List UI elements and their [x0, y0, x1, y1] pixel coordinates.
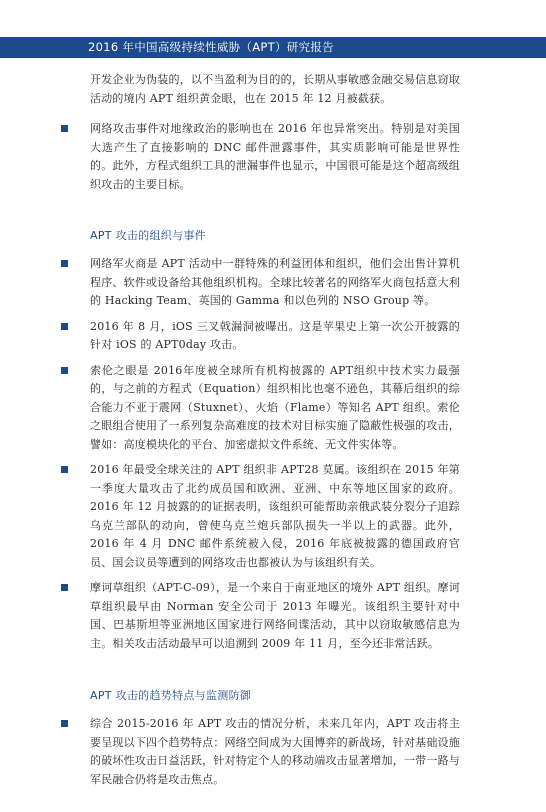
- page-body: [90, 71, 460, 789]
- square-bullet-icon: [61, 125, 68, 132]
- list-item-text: 索伦之眼是 2016年度被全球所有机构披露的 APT组织中技术实力最强的，与之前的方程式（Equation）组织相比也毫不逊色，其幕后组织的综合能力不亚于震网（Stuxnet）、火焰（Flame）等知名 APT 组织。索伦之眼组合使用了一系列复杂高难度的技术对目标实施了隐蔽性极强的攻击，譬如：高度模块化的平台、加密虚拟文件系统、无文件实体等。: [90, 363, 460, 451]
- square-bullet-icon: [61, 367, 68, 374]
- square-bullet-icon: [61, 466, 68, 473]
- list-item: [90, 715, 460, 789]
- list-item-text: 综合 2015-2016 年 APT 攻击的情况分析，未来几年内，APT 攻击将主要呈现以下四个趋势特点：网络空间成为大国博弈的新战场，针对基础设施的破坏性攻击日益活跃，针对特定个人的移动端攻击显著增加，一带一路与军民融合仍将是攻击焦点。: [90, 717, 460, 786]
- square-bullet-icon: [61, 323, 68, 330]
- list-item-text: 网络攻击事件对地缘政治的影响也在 2016 年也异常突出。特别是对美国大选产生了直接影响的 DNC 邮件泄露事件，其实质影响可能是世界性的。此外，方程式组织工具的泄漏事件也显示，中国很可能是这个超高级组织攻击的主要目标。: [90, 122, 460, 191]
- intro-continuation: 开发企业为伪装的，以不当盈利为目的的，长期从事敏感金融交易信息窃取活动的境内 APT 组织黄金眼，也在 2015 年 12 月被截获。: [90, 73, 460, 105]
- list-item-text: 2016 年 8 月，iOS 三叉戟漏洞被曝出。这是苹果史上第一次公开披露的针对 iOS 的 APT0day 攻击。: [90, 319, 460, 351]
- section-heading: APT 攻击的组织与事件: [90, 229, 206, 242]
- list-item: [90, 120, 460, 194]
- list-item-text: 网络军火商是 APT 活动中一群特殊的利益团体和组织，他们会出售计算机程序、软件或设备给其他组织机构。全球比较著名的网络军火商包括意大利的 Hacking Team、英国的 Gamma 和以色列的 NSO Group 等。: [90, 257, 460, 307]
- list-item: [90, 318, 460, 355]
- list-item-text: 2016 年最受全球关注的 APT 组织非 APT28 莫属。该组织在 2015 年第一季度大量攻击了北约成员国和欧洲、亚洲、中东等地区国家的政府。2016 年 12 月披露的的证据表明，该组织可能帮助亲俄武装分裂分子追踪乌克兰部队的动向，曾使乌克兰炮兵部队损失一半以上的武器。此外，2016 年 4 月 DNC 邮件系统被入侵，2016 年底被披露的德国政府官员、国会议员等遭到的网络攻击也都被认为与该组织有关。: [90, 463, 460, 569]
- list-item: [90, 255, 460, 311]
- list-item-text: 摩诃草组织（APT-C-09），是一个来自于南亚地区的境外 APT 组织。摩诃草组织最早由 Norman 安全公司于 2013 年曝光。该组织主要针对中国、巴基斯坦等亚洲地区国家进行网络间谍活动，其中以窃取敏感信息为主。相关攻击活动最早可以追溯到 2009 年 11 月，至今还非常活跃。: [90, 581, 460, 650]
- page-header: [0, 0, 546, 58]
- square-bullet-icon: [61, 720, 68, 727]
- square-bullet-icon: [61, 260, 68, 267]
- square-bullet-icon: [61, 584, 68, 591]
- header-title: 2016 年中国高级持续性威胁（APT）研究报告: [88, 40, 334, 54]
- list-item: [90, 362, 460, 455]
- section-heading: APT 攻击的趋势特点与监测防御: [90, 689, 252, 702]
- list-item: [90, 579, 460, 653]
- list-item: [90, 461, 460, 572]
